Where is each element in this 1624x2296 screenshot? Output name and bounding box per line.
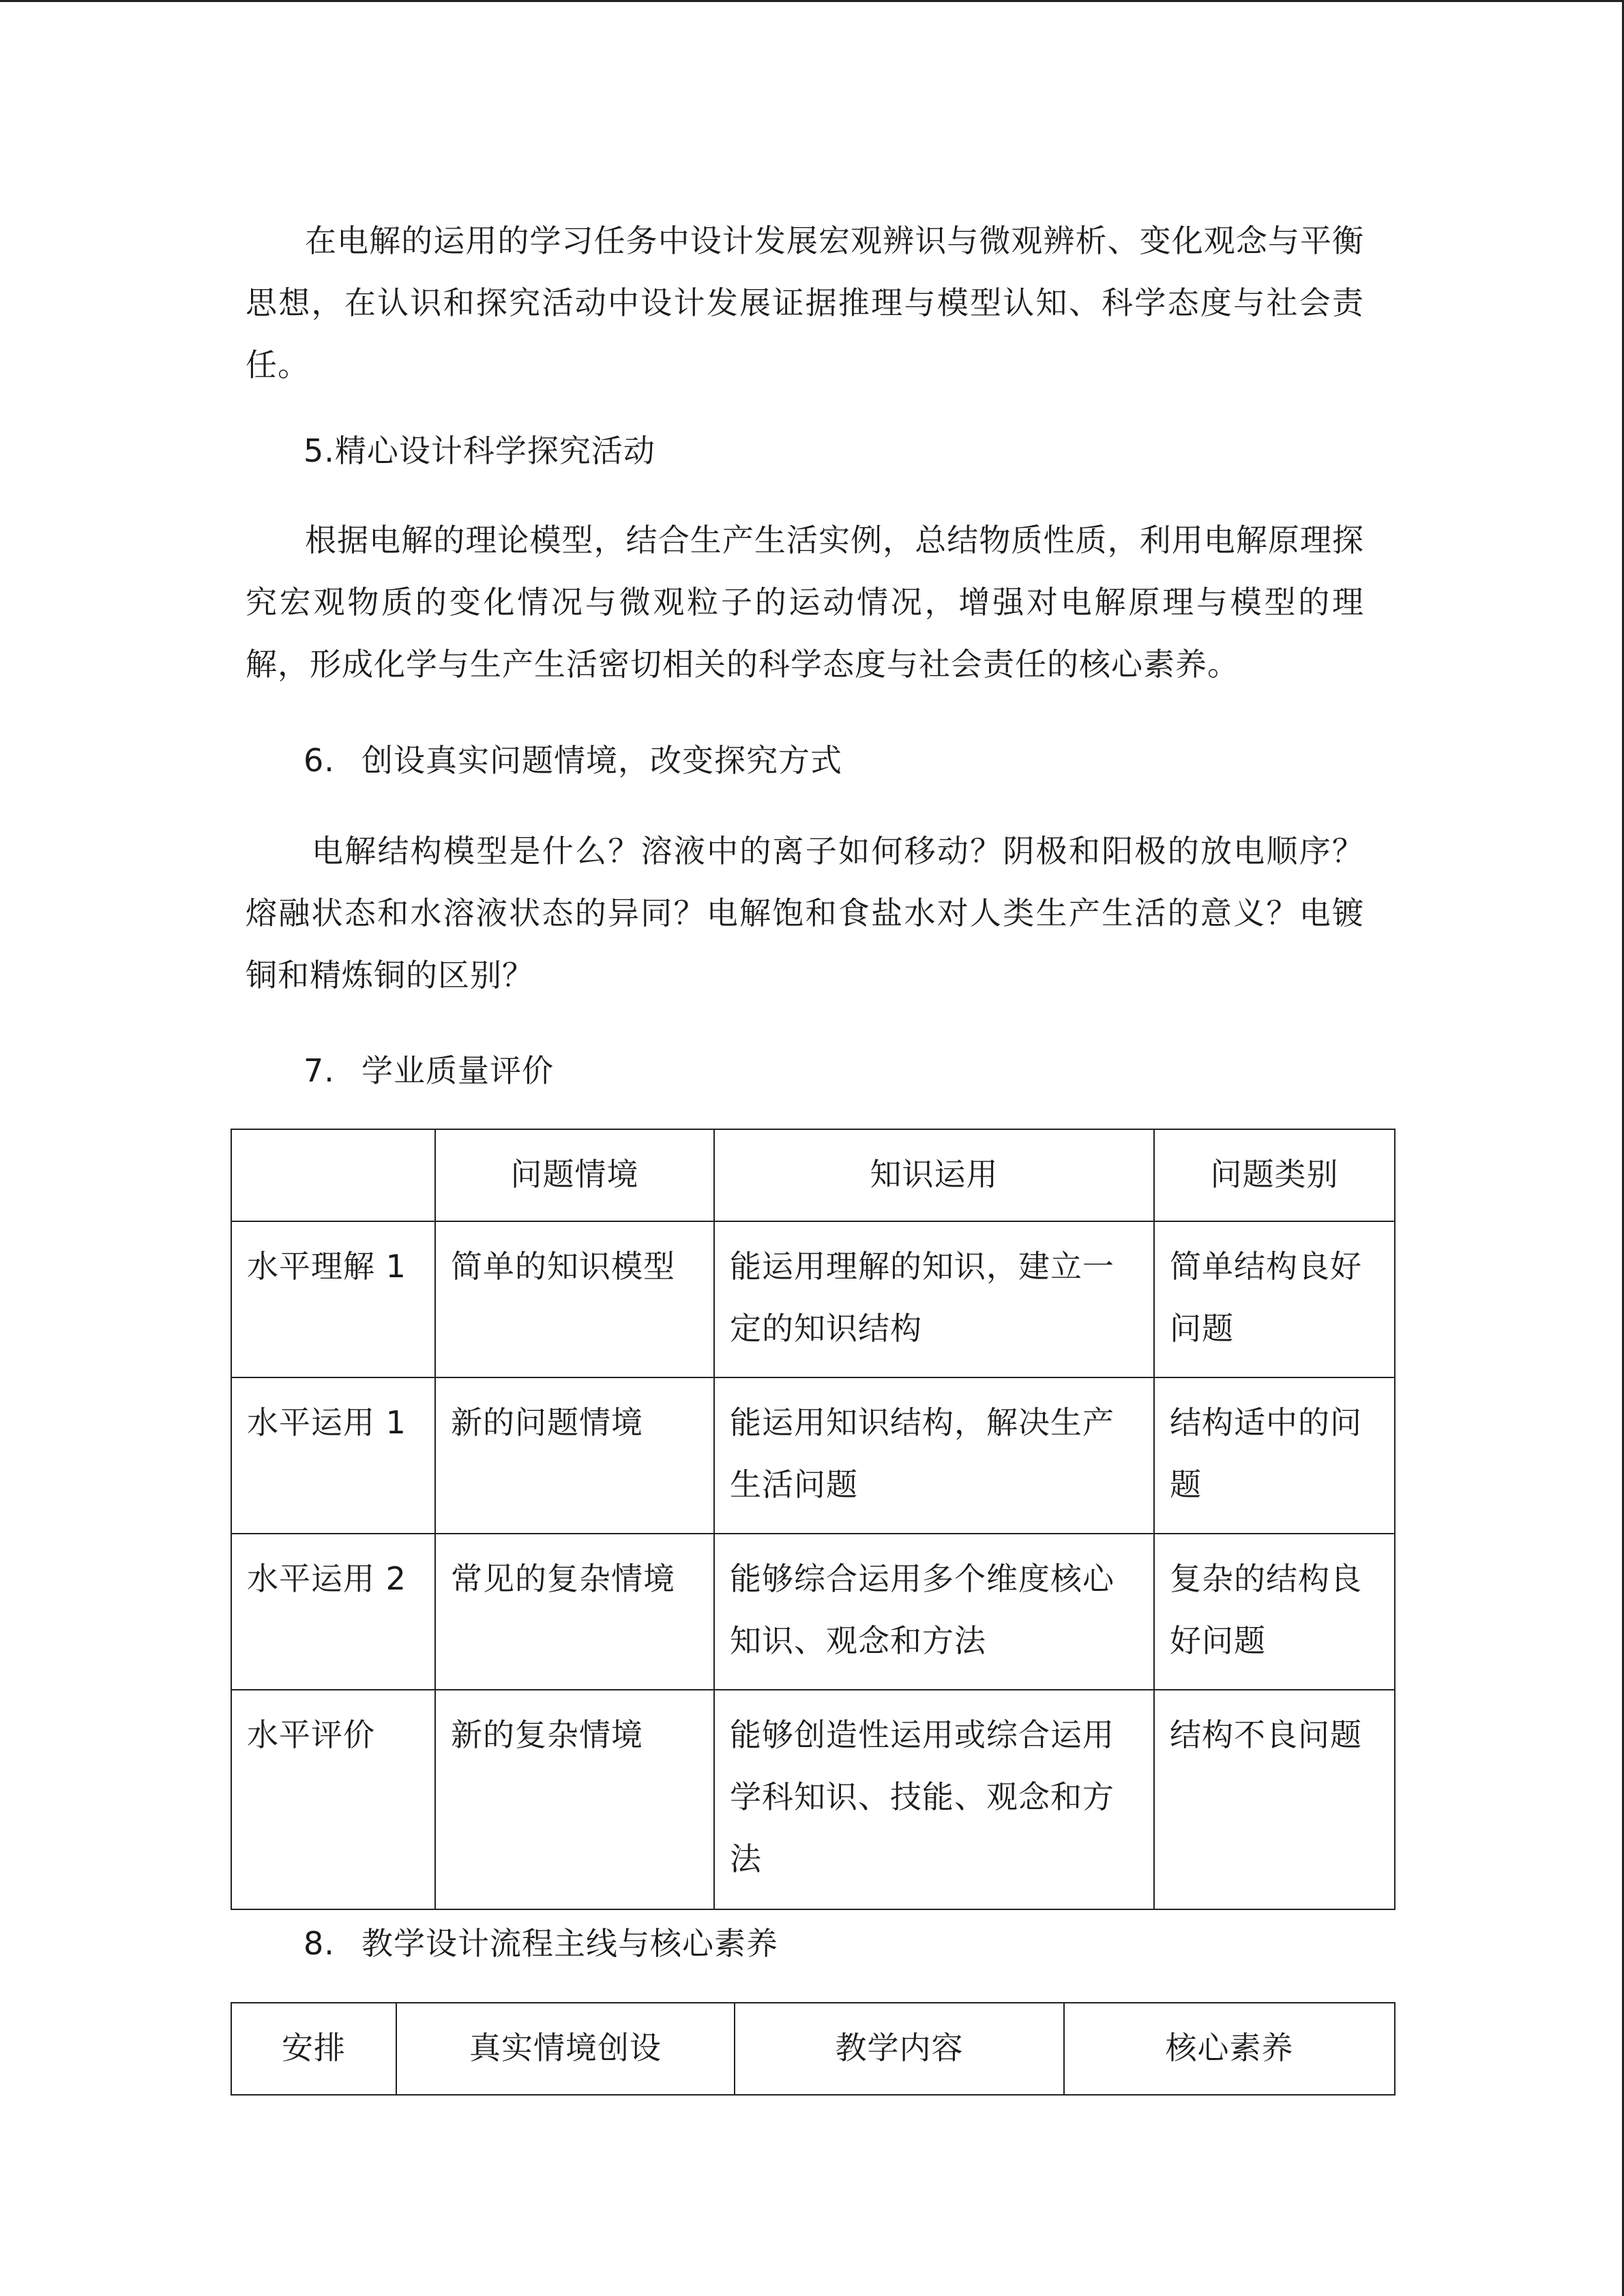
table-cell: 简单结构良好问题 [1154,1221,1395,1377]
table-cell: 新的复杂情境 [435,1690,714,1909]
table-cell: 水平评价 [231,1690,435,1909]
table-header-cell: 真实情境创设 [396,2003,735,2095]
table-header-cell: 知识运用 [714,1129,1154,1221]
paragraph-questions: 电解结构模型是什么？溶液中的离子如何移动？阴极和阳极的放电顺序？熔融状态和水溶液状态的异同？电解饱和食盐水对人类生产生活的意义？电镀铜和精炼铜的区别？ [246,833,1364,994]
table-cell: 常见的复杂情境 [435,1534,714,1690]
table-cell: 能够综合运用多个维度核心知识、观念和方法 [714,1534,1154,1690]
paragraph-inquiry-activity: 根据电解的理论模型，结合生产生活实例，总结物质性质，利用电解原理探究宏观物质的变化情况与微观粒子的运动情况，增强对电解原理与模型的理解，形成化学与生产生活密切相关的科学态度与社会责任的核心素养。 [246,522,1364,683]
table-header-cell: 安排 [231,2003,396,2095]
heading-6-text: 创设真实问题情境，改变探究方式 [361,742,842,779]
heading-7-text: 学业质量评价 [361,1052,554,1089]
table-cell: 复杂的结构良好问题 [1154,1534,1395,1690]
table-cell: 水平运用 2 [231,1534,435,1690]
heading-6 [304,740,842,781]
table-row [231,1690,1395,1909]
heading-8-number: 8. [304,1925,335,1962]
heading-8-text: 教学设计流程主线与核心素养 [361,1925,778,1962]
table-cell: 能够创造性运用或综合运用学科知识、技能、观念和方法 [714,1690,1154,1909]
table-row [231,1377,1395,1534]
paragraph-core-literacy-design: 在电解的运用的学习任务中设计发展宏观辨识与微观辨析、变化观念与平衡思想，在认识和探究活动中设计发展证据推理与模型认知、科学态度与社会责任。 [246,222,1364,383]
table-header-cell: 问题情境 [435,1129,714,1221]
table-cell: 水平理解 1 [231,1221,435,1377]
table-cell: 结构适中的问题 [1154,1377,1395,1534]
heading-7 [304,1050,554,1091]
table-header-cell [231,1129,435,1221]
table-row [231,1534,1395,1690]
table-cell: 简单的知识模型 [435,1221,714,1377]
heading-8 [304,1923,778,1964]
heading-6-number: 6. [304,742,335,779]
heading-5: 5.精心设计科学探究活动 [304,432,655,469]
table-header-cell: 教学内容 [735,2003,1064,2095]
table-header-row [231,2003,1395,2095]
teaching-flow-table [231,2002,1396,2096]
table-cell: 能运用知识结构，解决生产生活问题 [714,1377,1154,1534]
table-header-cell: 问题类别 [1154,1129,1395,1221]
heading-7-number: 7. [304,1052,335,1089]
academic-quality-table [231,1129,1396,1910]
table-cell: 能运用理解的知识，建立一定的知识结构 [714,1221,1154,1377]
table-cell: 结构不良问题 [1154,1690,1395,1909]
table-row [231,1221,1395,1377]
table-header-row [231,1129,1395,1221]
table-cell: 水平运用 1 [231,1377,435,1534]
table-cell: 新的问题情境 [435,1377,714,1534]
table-header-cell: 核心素养 [1064,2003,1395,2095]
